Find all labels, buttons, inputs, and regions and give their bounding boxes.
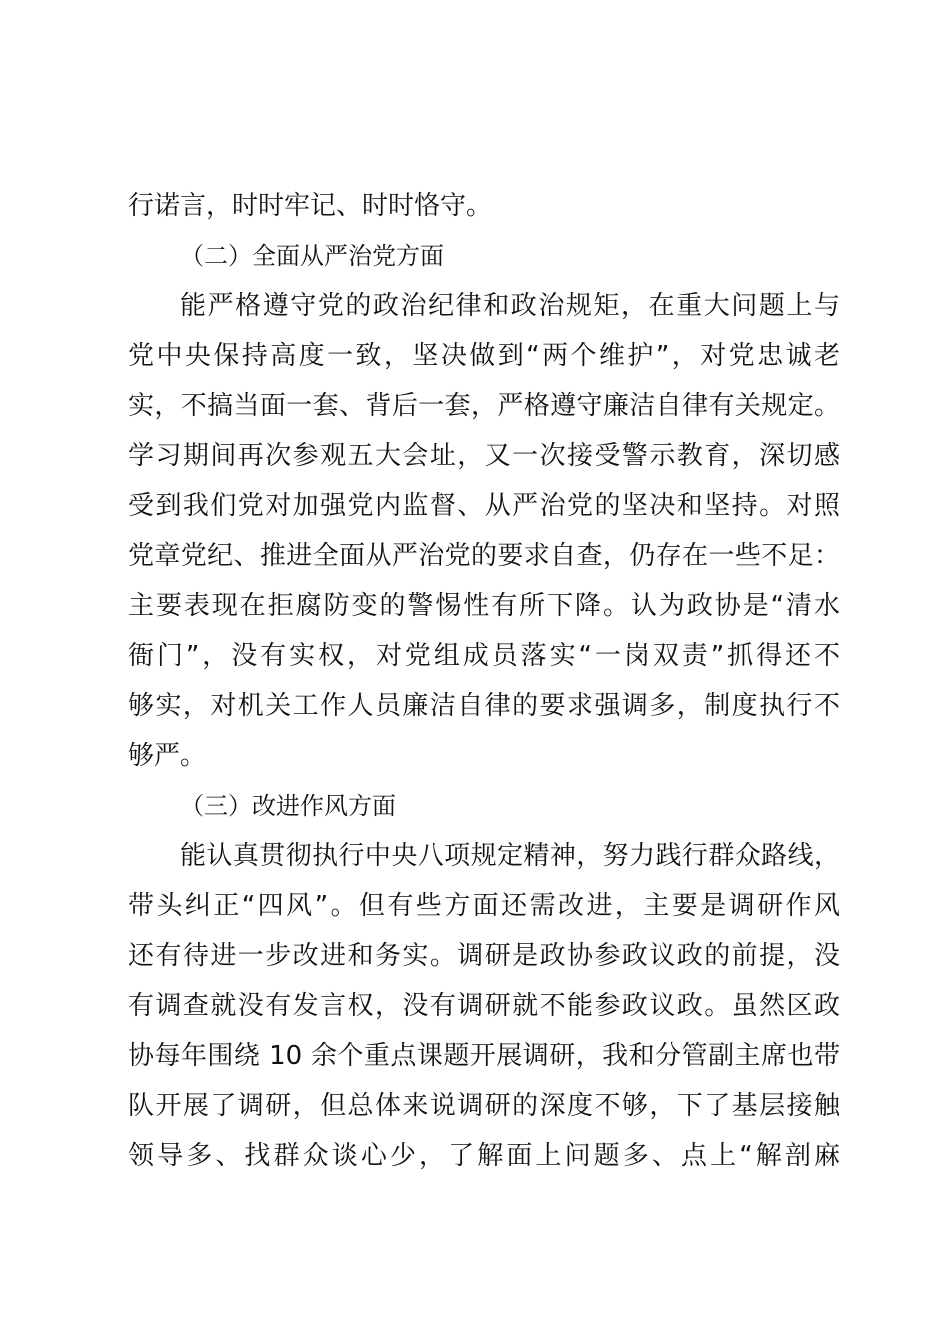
paragraph-line: 行诺言，时时牢记、时时恪守。 (128, 191, 493, 221)
paragraph-line: 领导多、找群众谈心少，了解面上问题多、点上“解剖麻 (128, 1141, 840, 1171)
paragraph-line: 实，不搞当面一套、背后一套，严格遵守廉洁自律有关规定。 (128, 391, 840, 421)
paragraph-line: 够严。 (128, 741, 207, 771)
paragraph-line: 能严格遵守党的政治纪律和政治规矩，在重大问题上与 (180, 291, 840, 321)
section-heading-2: （二）全面从严治党方面 (180, 242, 444, 270)
section-heading-3: （三）改进作风方面 (180, 792, 396, 820)
paragraph-line: 学习期间再次参观五大会址，又一次接受警示教育，深切感 (128, 441, 840, 471)
paragraph-line: 受到我们党对加强党内监督、从严治党的坚决和坚持。对照 (128, 491, 840, 521)
paragraph-line: 衙门”，没有实权，对党组成员落实“一岗双责”抓得还不 (128, 641, 840, 671)
paragraph-line: 带头纠正“四风”。但有些方面还需改进，主要是调研作风 (128, 891, 840, 921)
paragraph-line: 主要表现在拒腐防变的警惕性有所下降。认为政协是“清水 (128, 591, 840, 621)
paragraph-line: 党中央保持高度一致，坚决做到“两个维护”，对党忠诚老 (128, 341, 840, 371)
paragraph-line: 够实，对机关工作人员廉洁自律的要求强调多，制度执行不 (128, 691, 840, 721)
paragraph-line: 队开展了调研，但总体来说调研的深度不够，下了基层接触 (128, 1091, 840, 1121)
paragraph-line: 有调查就没有发言权，没有调研就不能参政议政。虽然区政 (128, 991, 840, 1021)
paragraph-line: 还有待进一步改进和务实。调研是政协参政议政的前提，没 (128, 941, 840, 971)
paragraph-line: 协每年围绕 10 余个重点课题开展调研，我和分管副主席也带 (128, 1041, 840, 1071)
paragraph-line: 党章党纪、推进全面从严治党的要求自查，仍存在一些不足： (128, 541, 840, 571)
paragraph-line: 能认真贯彻执行中央八项规定精神，努力践行群众路线， (180, 841, 840, 871)
